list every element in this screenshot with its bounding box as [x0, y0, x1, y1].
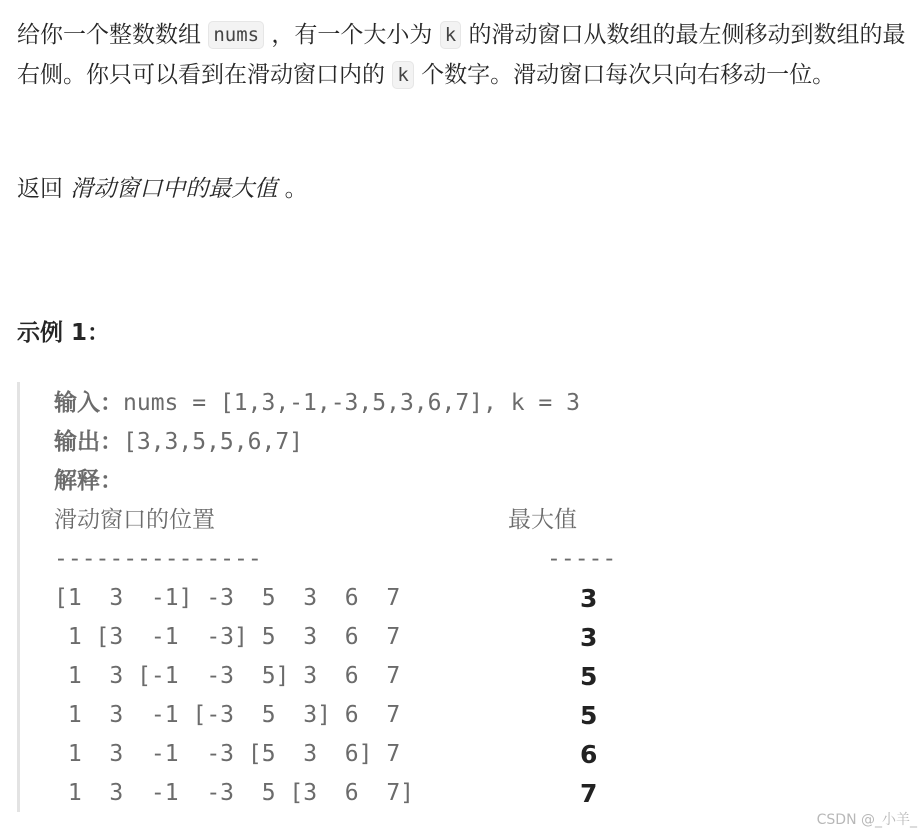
input-label: 输入： [54, 390, 123, 416]
desc-text-4: 个数字。滑动窗口每次只向右移动一位。 [421, 62, 836, 88]
window-dash-line: --------------- [54, 546, 262, 572]
window-row: [1 3 -1] -3 5 3 6 7 [54, 585, 401, 611]
desc-text-3: 的滑动窗口从数组的最左侧移动到数组的最右侧。你只可以看到在滑动窗口内的 [17, 22, 906, 88]
window-max: 3 [580, 584, 598, 613]
return-emphasis: 滑动窗口中的最大值 [70, 176, 278, 202]
col-window-header: 滑动窗口的位置 [54, 507, 215, 533]
max-dash-line: ----- [547, 546, 617, 572]
desc-text-1: 给你一个整数数组 [17, 22, 201, 48]
output-value: [3,3,5,5,6,7] [123, 429, 304, 455]
example-code-block [17, 382, 920, 812]
window-row: 1 3 -1 -3 5 [3 6 7] [54, 780, 415, 806]
col-max-header: 最大值 [508, 507, 577, 533]
window-row: 1 3 -1 -3 [5 3 6] 7 [54, 741, 401, 767]
return-text: 返回 [17, 176, 63, 202]
problem-description [17, 15, 912, 95]
return-period: 。 [284, 176, 308, 202]
window-max: 5 [580, 662, 598, 691]
explain-label: 解释： [54, 468, 123, 494]
return-statement [17, 169, 308, 209]
window-max: 3 [580, 623, 598, 652]
window-row: 1 3 -1 [-3 5 3] 6 7 [54, 702, 401, 728]
code-k: k [440, 21, 461, 49]
window-max: 5 [580, 701, 598, 730]
watermark: CSDN @_小羊_ [816, 812, 917, 828]
code-k-2: k [392, 61, 413, 89]
input-line [54, 384, 580, 423]
input-value: nums = [1,3,-1,-3,5,3,6,7], k = 3 [123, 390, 580, 416]
example-title: 示例 1： [17, 320, 111, 346]
output-label: 输出： [54, 429, 123, 455]
output-line [54, 423, 303, 462]
window-row: 1 [3 -1 -3] 5 3 6 7 [54, 624, 401, 650]
window-max: 7 [580, 779, 598, 808]
window-row: 1 3 [-1 -3 5] 3 6 7 [54, 663, 401, 689]
code-nums: nums [208, 21, 264, 49]
window-max: 6 [580, 740, 598, 769]
desc-text-2: ，有一个大小为 [271, 22, 433, 48]
explain-line [54, 462, 123, 501]
